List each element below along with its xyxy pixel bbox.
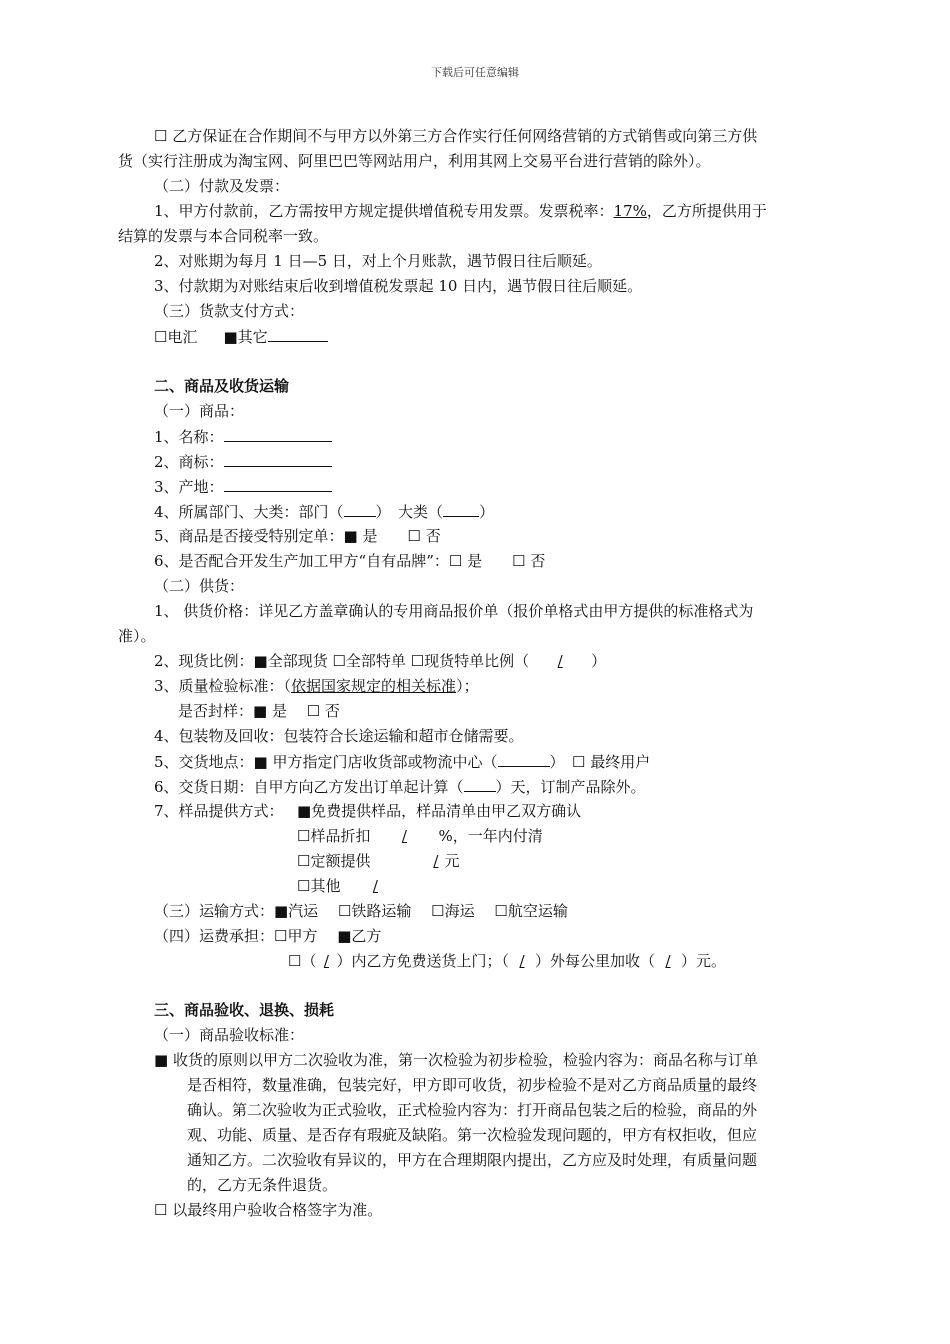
clause-text: 货（实行注册成为淘宝网、阿里巴巴等网站用户，利用其网上交易平台进行营销的除外）。 [118,152,711,170]
stock-ratio [154,651,606,671]
clause-text: 观、功能、质量、是否存有瑕疵及缺陷。第一次检验发现问题的，甲方有权拒收，但应 [187,1126,758,1144]
field-department [154,501,494,522]
clause-text: 的，乙方无条件退货。 [187,1176,338,1194]
field-label: 7、样品提供方式： [154,802,284,820]
field-label: ）； [456,677,479,695]
field-value: / [401,827,407,845]
clause-text: 3、付款期为对账结束后收到增值税发票起 10 日内，遇节假日往后顺延。 [154,277,643,295]
section-subtitle: （三）货款支付方式： [154,302,305,320]
free-delivery [288,951,726,971]
sample-option: ■免费提供样品，样品清单由甲乙双方确认 [297,802,582,820]
sample-option [297,851,459,871]
field-value: / [323,952,329,970]
blank-line [268,326,328,342]
blank-line [498,751,550,767]
field-value: 依据国家规定的相关标准 [291,677,457,695]
clause-fragment: 1、甲方付款前，乙方需按甲方规定提供增值税专用发票。发票税率： [154,202,614,220]
field-label: ☐样品折扣 [297,827,371,845]
payment-options [154,326,328,347]
clause-text: ■ 收货的原则以甲方二次验收为准，第一次检验为初步检验，检验内容为：商品名称与订单 [154,1051,758,1069]
field-label: ） [479,503,495,521]
freight-options: （四）运费承担：☐甲方 ■乙方 [154,927,382,945]
field-label: ）天，订制产品除外。 [495,778,646,796]
field-label: ）元。 [680,952,726,970]
option-wire-transfer: ☐电汇 [154,328,198,346]
clause-text: 4、包装物及回收：包装符合长途运输和超市仓储需要。 [154,727,524,745]
blank-line [224,476,332,492]
field-label: 3、产地： [154,478,224,496]
clause-text: ☐ 以最终用户验收合格签字为准。 [154,1201,383,1219]
field-name [154,426,332,447]
field-label: 元 [444,852,460,870]
field-label: 4、所属部门、大类：部门（ [154,503,344,521]
section-heading: 三、商品验收、退换、损耗 [154,1001,335,1019]
clause-text: 1、 供货价格：详见乙方盖章确认的专用商品报价单（报价单格式由甲方提供的标准格式为 [154,602,754,620]
field-label: ）内乙方免费送货上门；（ [336,952,509,970]
clause-text: 确认。第二次验收为正式验收，正式检验内容为：打开商品包装之后的检验，商品的外 [187,1101,758,1119]
field-label: 1、名称： [154,428,224,446]
option-other: ■其它 [223,328,268,346]
field-value: / [557,652,563,670]
sample-option [297,826,543,846]
field-label: ）外每公里加收（ [534,952,655,970]
tax-rate-value: 17% [613,202,647,220]
clause-text: 准）。 [118,627,156,645]
field-value: / [433,852,439,870]
clause-text: 通知乙方。二次验收有异议的，甲方在合理期限内提出，乙方应及时处理，有质量问题 [187,1151,758,1169]
field-label: 5、交货地点：■ 甲方指定门店收货部或物流中心（ [154,753,498,771]
delivery-date [154,776,646,797]
clause-text: ☐ 乙方保证在合作期间不与甲方以外第三方合作实行任何网络营销的方式销售或向第三方供 [154,127,758,145]
field-brand [154,451,332,472]
blank-line [443,501,479,517]
blank-line [224,426,332,442]
field-origin [154,476,332,497]
clause-text: 是否封样：■ 是 ☐ 否 [178,702,340,720]
field-label: ） [591,652,607,670]
transport-options: （三）运输方式：■汽运 ☐铁路运输 ☐海运 ☐航空运输 [154,902,568,920]
field-label: 3、质量检验标准：（ [154,677,292,695]
clause-text: 6、是否配合开发生产加工甲方“自有品牌”：☐ 是 ☐ 否 [154,552,546,570]
delivery-place [154,751,650,772]
field-value: / [372,877,378,895]
field-label: ） ☐ 最终用户 [549,753,651,771]
clause-text [154,201,767,221]
clause-text: 5、商品是否接受特别定单：■ 是 ☐ 否 [154,527,441,545]
blank-line [344,501,376,517]
section-subtitle: （二）供货： [154,577,245,595]
field-label: ☐定额提供 [297,852,371,870]
sample-option [297,876,406,896]
blank-line [224,451,332,467]
clause-fragment: ，乙方所提供用于 [646,202,767,220]
quality-standard [154,676,479,696]
clause-text: 2、对账期为每月 1 日—5 日，对上个月账款，遇节假日往后顺延。 [154,252,602,270]
section-subtitle: （一）商品验收标准： [154,1026,305,1044]
field-label: 6、交货日期：自甲方向乙方发出订单起计算（ [154,778,464,796]
field-label: 2、现货比例：■全部现货 ☐全部特单 ☐现货特单比例（ [154,652,530,670]
section-subtitle: （二）付款及发票： [154,177,290,195]
clause-text: 结算的发票与本合同税率一致。 [118,227,329,245]
field-value: / [665,952,671,970]
section-heading: 二、商品及收货运输 [154,377,290,395]
blank-line [464,776,496,792]
field-label: 2、商标： [154,453,224,471]
page-header: 下载后可任意编辑 [431,66,519,79]
field-label: ☐（ [288,952,317,970]
field-label: ） 大类（ [375,503,444,521]
section-subtitle: （一）商品： [154,402,245,420]
clause-text: 是否相符，数量准确，包装完好，甲方即可收货，初步检验不是对乙方商品质量的最终 [187,1076,758,1094]
field-value: / [519,952,525,970]
field-label: ☐其他 [297,877,341,895]
field-label: %，一年内付清 [438,827,543,845]
